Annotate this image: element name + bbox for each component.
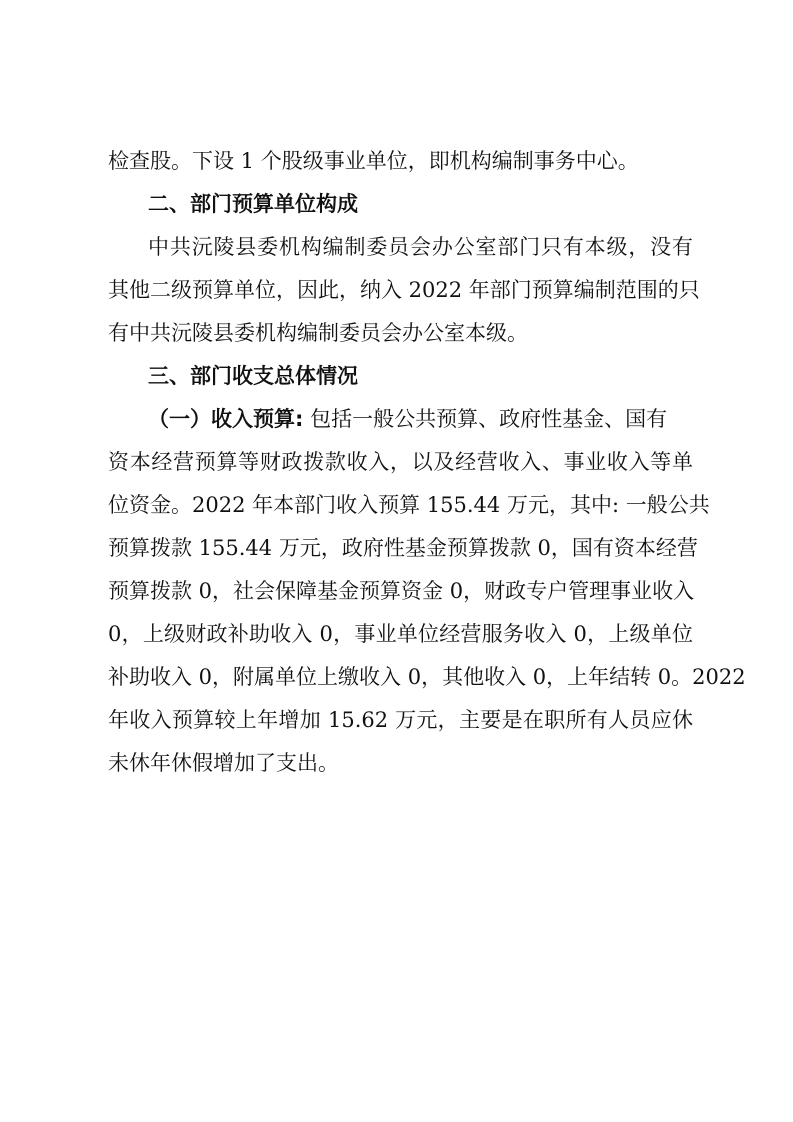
paragraph-text: 包括一般公共预算、政府性基金、国有 <box>303 407 668 431</box>
paragraph-line: 未休年休假增加了支出。 <box>108 751 339 775</box>
paragraph-line: 预算拨款 155.44 万元，政府性基金预算拨款 0，国有资本经营 <box>108 536 698 560</box>
subsection-lead: （一）收入预算: <box>148 407 304 431</box>
paragraph-line: 中共沅陵县委机构编制委员会办公室部门只有本级，没有 <box>148 235 693 259</box>
paragraph-line: 其他二级预算单位，因此，纳入 2022 年部门预算编制范围的只 <box>108 278 700 302</box>
paragraph-line: 补助收入 0，附属单位上缴收入 0，其他收入 0，上年结转 0。2022 <box>108 665 746 689</box>
paragraph-line: 检查股。下设 1 个股级事业单位，即机构编制事务中心。 <box>108 149 639 173</box>
section-heading-2: 二、部门预算单位构成 <box>148 192 358 216</box>
paragraph-line-first <box>148 401 693 437</box>
paragraph-line: 位资金。2022 年本部门收入预算 155.44 万元，其中: 一般公共 <box>108 493 710 517</box>
paragraph-line: 有中共沅陵县委机构编制委员会办公室本级。 <box>108 321 528 345</box>
paragraph-line: 资本经营预算等财政拨款收入，以及经营收入、事业收入等单 <box>108 450 693 474</box>
section-heading-3: 三、部门收支总体情况 <box>148 364 358 388</box>
paragraph-line: 0，上级财政补助收入 0，事业单位经营服务收入 0，上级单位 <box>108 622 693 646</box>
paragraph-line: 预算拨款 0，社会保障基金预算资金 0，财政专户管理事业收入 <box>108 579 695 603</box>
paragraph-line: 年收入预算较上年增加 15.62 万元，主要是在职所有人员应休 <box>108 708 693 732</box>
